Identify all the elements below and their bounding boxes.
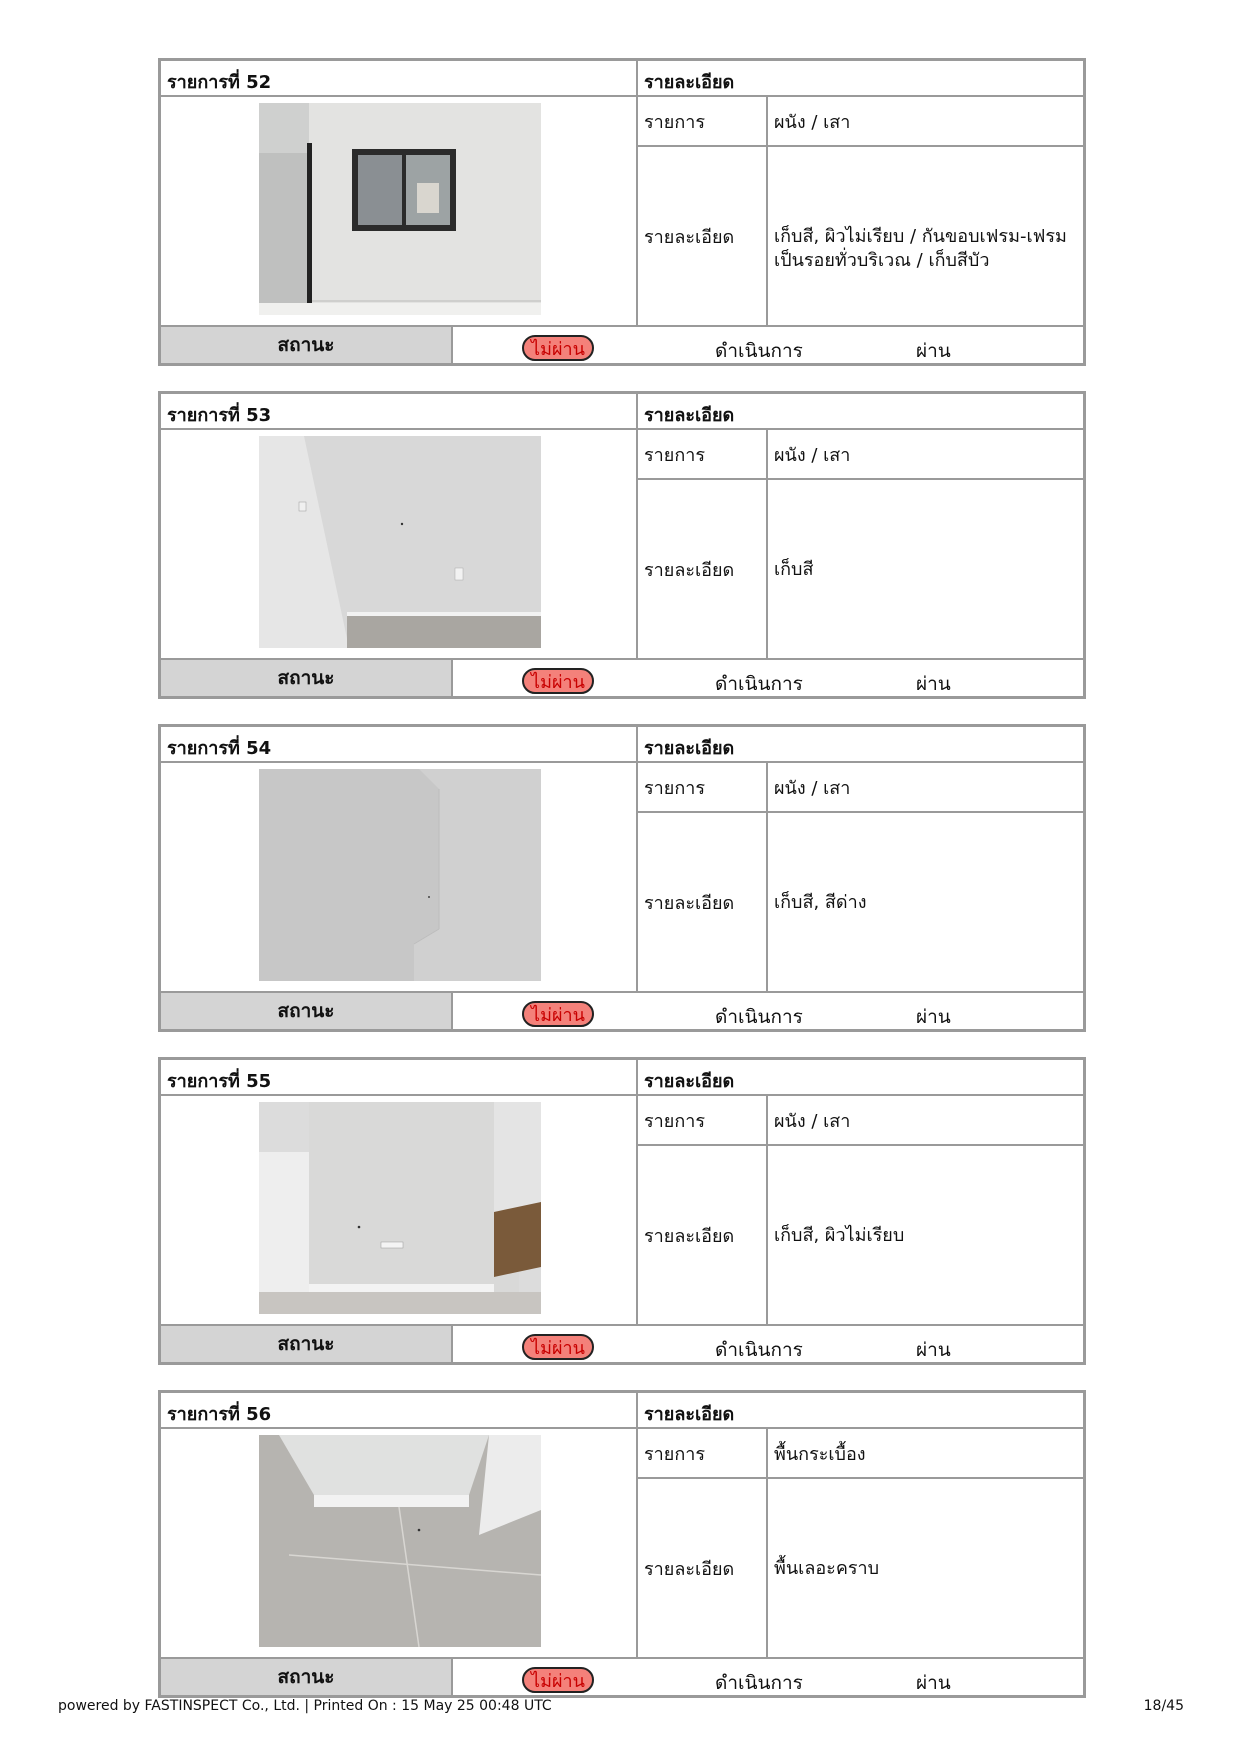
status-pass[interactable]: ผ่าน xyxy=(916,1339,951,1361)
status-fail-badge[interactable]: ไม่ผ่าน xyxy=(522,1001,594,1027)
detail-value: เก็บสี, ผิวไม่เรียบ xyxy=(774,1225,905,1246)
status-row xyxy=(161,658,1083,696)
inspection-item-52 xyxy=(158,58,1086,366)
inspection-photo[interactable] xyxy=(259,1102,541,1314)
photo-cell xyxy=(161,1429,638,1657)
inspection-photo[interactable] xyxy=(259,436,541,648)
item-number: รายการที่ 52 xyxy=(161,61,638,97)
item-number: รายการที่ 55 xyxy=(161,1060,638,1096)
status-row xyxy=(161,325,1083,363)
status-label: สถานะ xyxy=(161,993,453,1029)
status-fail-badge[interactable]: ไม่ผ่าน xyxy=(522,335,594,361)
item-label: รายการ xyxy=(638,430,768,480)
status-in-progress[interactable]: ดำเนินการ xyxy=(715,673,803,695)
detail-value: พื้นเลอะคราบ xyxy=(774,1558,880,1579)
photo-cell xyxy=(161,430,638,658)
inspection-photo[interactable] xyxy=(259,103,541,315)
status-in-progress[interactable]: ดำเนินการ xyxy=(715,340,803,362)
status-label: สถานะ xyxy=(161,1659,453,1695)
inspection-item-54 xyxy=(158,724,1086,1032)
status-row xyxy=(161,1324,1083,1362)
status-label: สถานะ xyxy=(161,1326,453,1362)
item-value: ผนัง / เสา xyxy=(768,763,1083,813)
status-fail-badge[interactable]: ไม่ผ่าน xyxy=(522,1667,594,1693)
photo-cell xyxy=(161,97,638,325)
item-number: รายการที่ 53 xyxy=(161,394,638,430)
details-header: รายละเอียด xyxy=(638,1393,1083,1429)
photo-cell xyxy=(161,1096,638,1324)
inspection-photo[interactable] xyxy=(259,769,541,981)
item-label: รายการ xyxy=(638,763,768,813)
detail-label: รายละเอียด xyxy=(638,147,768,325)
item-number: รายการที่ 56 xyxy=(161,1393,638,1429)
item-value: ผนัง / เสา xyxy=(768,97,1083,147)
status-pass[interactable]: ผ่าน xyxy=(916,673,951,695)
item-number: รายการที่ 54 xyxy=(161,727,638,763)
inspection-item-55 xyxy=(158,1057,1086,1365)
details-header: รายละเอียด xyxy=(638,394,1083,430)
details-header: รายละเอียด xyxy=(638,1060,1083,1096)
status-label: สถานะ xyxy=(161,327,453,363)
status-row xyxy=(161,1657,1083,1695)
item-value: ผนัง / เสา xyxy=(768,1096,1083,1146)
item-label: รายการ xyxy=(638,1429,768,1479)
item-label: รายการ xyxy=(638,1096,768,1146)
status-fail-badge[interactable]: ไม่ผ่าน xyxy=(522,1334,594,1360)
inspection-photo[interactable] xyxy=(259,1435,541,1647)
status-pass[interactable]: ผ่าน xyxy=(916,1006,951,1028)
footer-credit: powered by FASTINSPECT Co., Ltd. | Printed On : 15 May 25 00:48 UTC xyxy=(58,1698,552,1714)
status-pass[interactable]: ผ่าน xyxy=(916,340,951,362)
detail-label: รายละเอียด xyxy=(638,480,768,658)
detail-label: รายละเอียด xyxy=(638,813,768,991)
page-number: 18/45 xyxy=(1143,1698,1184,1714)
item-label: รายการ xyxy=(638,97,768,147)
inspection-item-53 xyxy=(158,391,1086,699)
status-in-progress[interactable]: ดำเนินการ xyxy=(715,1006,803,1028)
detail-label: รายละเอียด xyxy=(638,1146,768,1324)
details-header: รายละเอียด xyxy=(638,61,1083,97)
detail-value: เก็บสี, สีด่าง xyxy=(774,892,867,913)
photo-cell xyxy=(161,763,638,991)
item-value: ผนัง / เสา xyxy=(768,430,1083,480)
status-in-progress[interactable]: ดำเนินการ xyxy=(715,1672,803,1694)
status-row xyxy=(161,991,1083,1029)
item-value: พื้นกระเบื้อง xyxy=(768,1429,1083,1479)
status-label: สถานะ xyxy=(161,660,453,696)
detail-value: เก็บสี, ผิวไม่เรียบ / กันขอบเฟรม-เฟรมเป็นรอยทั่วบริเวณ / เก็บสีบัว xyxy=(774,226,1067,271)
status-in-progress[interactable]: ดำเนินการ xyxy=(715,1339,803,1361)
status-pass[interactable]: ผ่าน xyxy=(916,1672,951,1694)
detail-value: เก็บสี xyxy=(774,559,814,580)
details-header: รายละเอียด xyxy=(638,727,1083,763)
status-fail-badge[interactable]: ไม่ผ่าน xyxy=(522,668,594,694)
inspection-item-56 xyxy=(158,1390,1086,1698)
detail-label: รายละเอียด xyxy=(638,1479,768,1657)
